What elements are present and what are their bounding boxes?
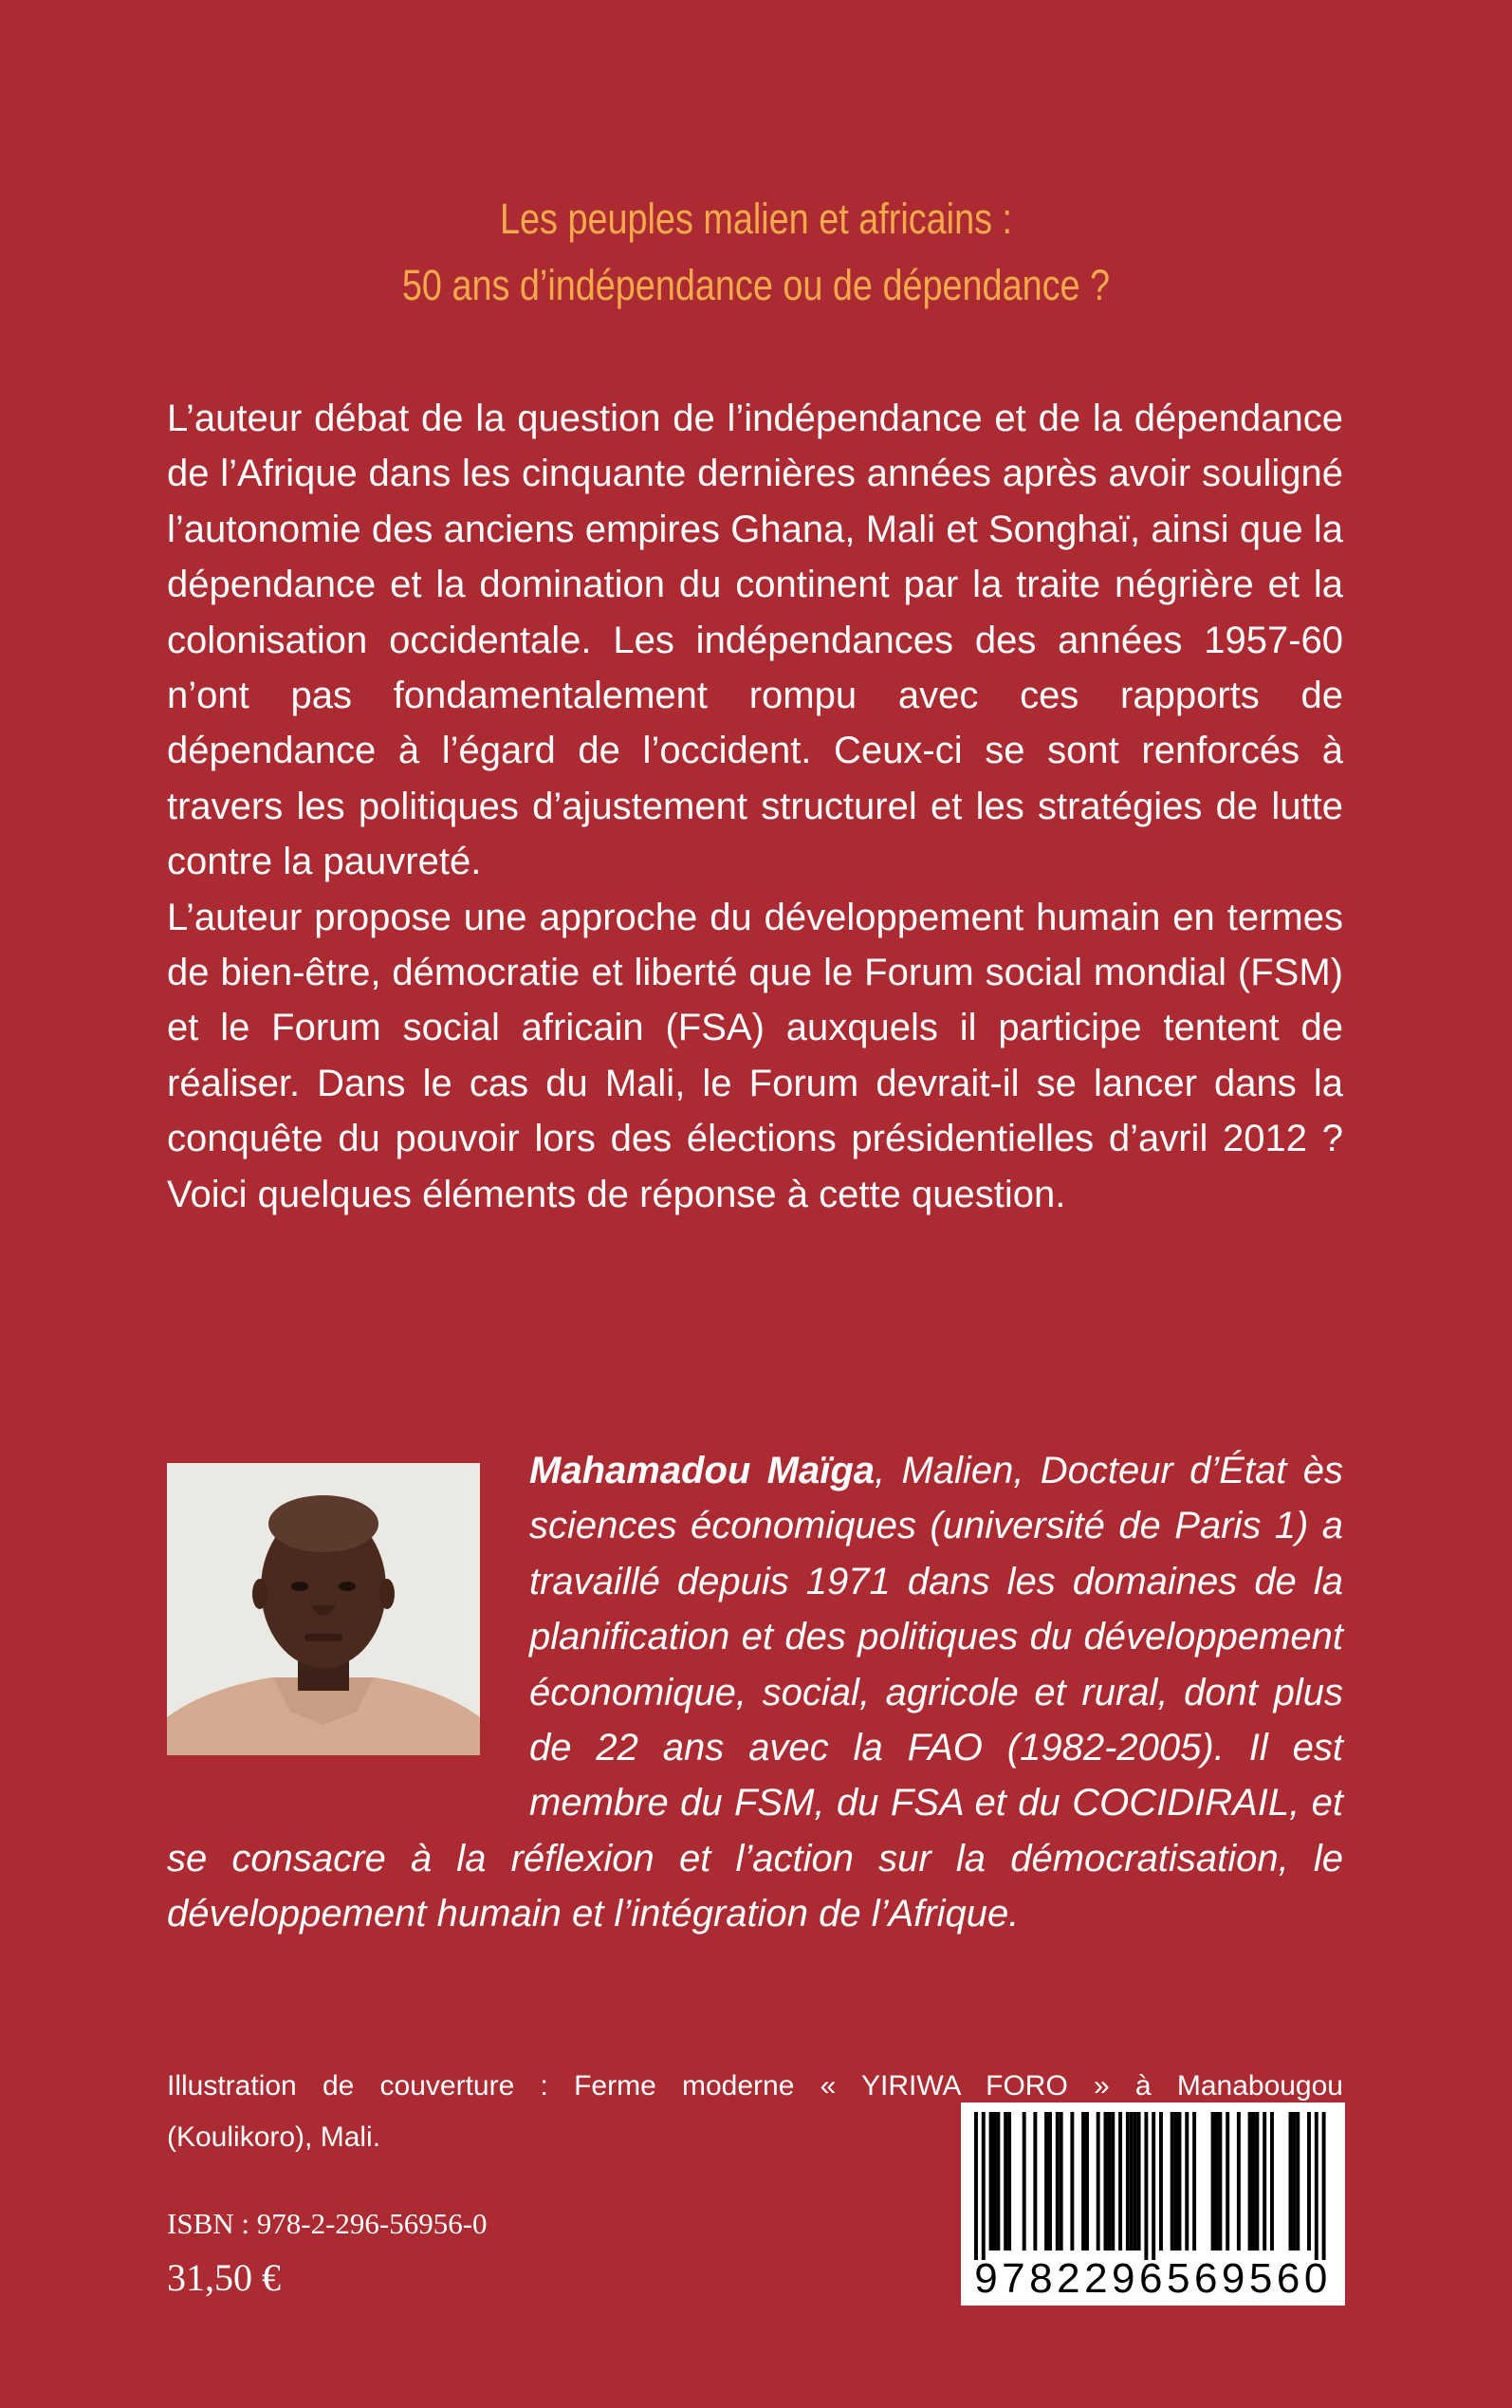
barcode-bar	[1252, 2112, 1256, 2251]
barcode-bar	[1081, 2112, 1085, 2251]
synopsis	[167, 391, 1343, 1222]
barcode-bar	[1044, 2112, 1048, 2251]
barcode-bar	[1307, 2112, 1311, 2251]
barcode-bars	[961, 2102, 1345, 2260]
barcode-bar	[1137, 2112, 1141, 2251]
barcode-bar	[1111, 2112, 1115, 2251]
barcode-bar	[989, 2112, 993, 2251]
barcode-bar	[1107, 2112, 1111, 2251]
synopsis-paragraph-2: L’auteur propose une approche du développement humain en termes de bien-être, démocratie et liberté que le Forum social mondial (FSM) et le Forum social africain (FSA) auxquels il participe tentent de réaliser. Dans le cas du Mali, le Forum devrait-il se lancer dans la conquête du pouvoir lors des élections présidentielles d’avril 2012 ? Voici quelques éléments de réponse à cette question.	[167, 896, 1343, 1215]
author-portrait-icon	[167, 1463, 480, 1755]
barcode-bar	[1218, 2112, 1222, 2251]
barcode-bar	[1296, 2112, 1300, 2251]
barcode-bar	[1255, 2112, 1259, 2251]
title-line-1: Les peuples malien et africains :	[499, 194, 1012, 243]
barcode-bar	[1060, 2112, 1063, 2251]
author-name: Mahamadou Maïga	[529, 1450, 876, 1491]
barcode-bar	[1171, 2112, 1174, 2251]
barcode-bar	[1174, 2112, 1178, 2251]
barcode-bar	[1004, 2112, 1007, 2251]
barcode-bar	[1292, 2112, 1296, 2251]
barcode-bar	[993, 2112, 997, 2251]
author-photo	[167, 1463, 480, 1755]
barcode-bar	[1237, 2112, 1241, 2251]
barcode-bar	[1185, 2112, 1189, 2251]
barcode-bar	[1134, 2112, 1137, 2251]
barcode-bar	[1315, 2112, 1318, 2260]
barcode-bar	[1118, 2112, 1122, 2251]
isbn: ISBN : 978-2-296-56956-0	[167, 2207, 488, 2240]
book-title	[121, 186, 1392, 319]
barcode-bar	[1178, 2112, 1182, 2251]
title-line-2: 50 ans d’indépendance ou de dépendance ?	[401, 261, 1111, 309]
barcode-bar	[1192, 2112, 1196, 2251]
barcode-bar	[1263, 2112, 1266, 2251]
barcode-bar	[974, 2112, 978, 2260]
price: 31,50 €	[167, 2256, 281, 2299]
synopsis-paragraph-1: L’auteur débat de la question de l’indépendance et de la dépendance de l’Afrique dans les cinquante dernières années après avoir souligné l’autonomie des anciens empires Ghana, Mali et Songhaï, ainsi que la dépendance et la domination du continent par la traite négrière et la colonisation occidentale. Les indépendances des années 1957-60 n’ont pas fondamentalement rompu avec ces rapports de dépendance à l’égard de l’occident. Ceux-ci se sont renforcés à travers les politiques d’ajustement structurel et les stratégies de lutte contre la pauvreté.	[167, 398, 1343, 883]
barcode-bar	[1211, 2112, 1215, 2251]
barcode-bar	[1023, 2112, 1026, 2251]
barcode-bar	[1152, 2112, 1155, 2260]
barcode-bar	[1248, 2112, 1252, 2251]
barcode-bar	[1322, 2112, 1326, 2260]
barcode-bar	[1048, 2112, 1052, 2251]
barcode-bar	[1056, 2112, 1060, 2251]
barcode-bar	[1033, 2112, 1037, 2251]
barcode-bar	[1226, 2112, 1229, 2251]
barcode-bar	[1270, 2112, 1274, 2251]
cover-illustration-credit: Illustration de couverture : Ferme moderne « YIRIWA FORO » à Manabougou	[167, 2070, 1343, 2102]
barcode	[961, 2102, 1345, 2306]
barcode-bar	[1144, 2112, 1148, 2260]
barcode-bar	[1007, 2112, 1011, 2251]
barcode-bar	[1070, 2112, 1074, 2251]
barcode-bar	[982, 2112, 986, 2260]
barcode-bar	[996, 2112, 1000, 2251]
barcode-bar	[1126, 2112, 1130, 2251]
barcode-bar	[1104, 2112, 1108, 2251]
barcode-digits: 9782296569560	[974, 2255, 1332, 2302]
barcode-bar	[1289, 2112, 1293, 2251]
barcode-bar	[1097, 2112, 1100, 2251]
author-bio-text: , Malien, Docteur d’État ès sciences économiques (université de Paris 1) a travaillé depuis 1971 dans les domaines de la planification et des politiques du développement économique, social, agricole et rural, dont plus de 22 ans avec la FAO (1982-2005). Il est membre du FSM, du FSA et du COCIDIRAIL, et se consacre à la réflexion et l’action sur la démocratisation, le développement humain et l’intégration de l’Afrique.	[167, 1450, 1343, 1936]
barcode-bar	[1085, 2112, 1089, 2251]
barcode-bar	[1130, 2112, 1134, 2251]
barcode-bar	[1159, 2112, 1163, 2251]
barcode-bar	[1215, 2112, 1219, 2251]
cover-illustration-credit-location: (Koulikoro), Mali.	[167, 2121, 381, 2153]
